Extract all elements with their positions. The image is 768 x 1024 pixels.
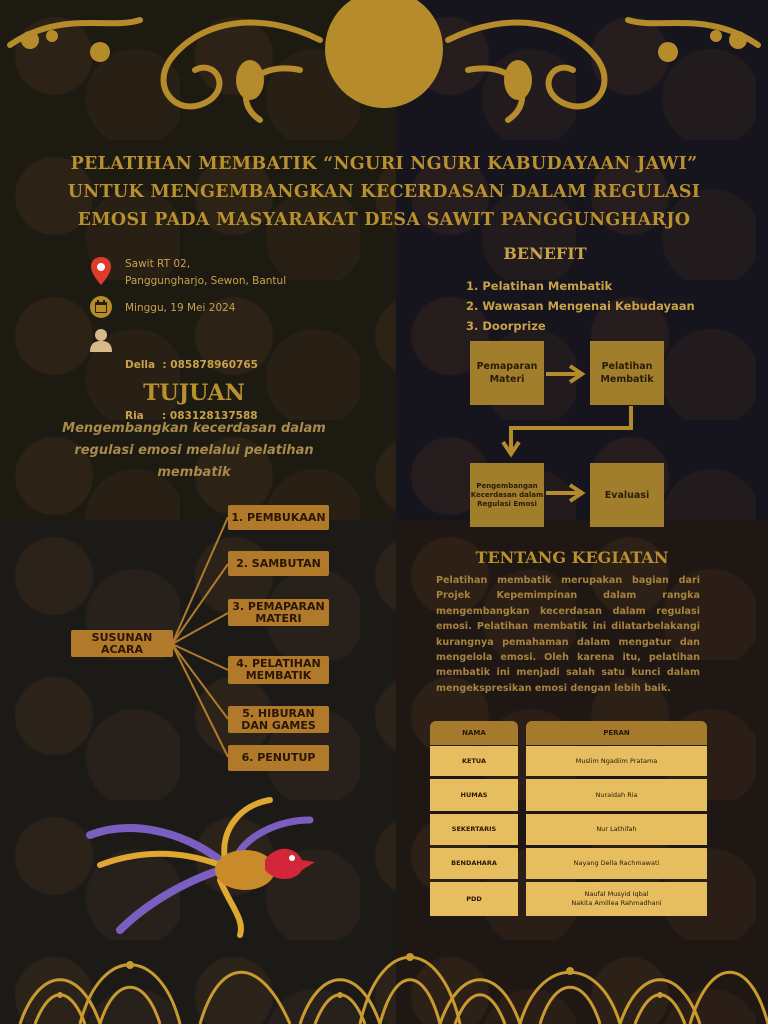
tentang-title: TENTANG KEGIATAN (475, 548, 669, 567)
contact-della: Della : 085878960765 (125, 359, 258, 371)
table-name-bendahara: Nayang Della Rachmawati (526, 848, 707, 879)
tujuan-text: Mengembangkan kecerdasan dalam regulasi emosi melalui pelatihan membatik (62, 421, 326, 480)
bottom-batik-ornament (0, 925, 768, 1024)
benefit-list (466, 276, 695, 336)
flow-box-pelatihan: Pelatihan Membatik (590, 341, 664, 405)
flow-box-pemaparan: Pemaparan Materi (470, 341, 544, 405)
flow-box-evaluasi: Evaluasi (590, 463, 664, 527)
susunan-item-penutup: 6. PENUTUP (228, 745, 329, 771)
table-name-sekertaris: Nur Lathifah (526, 814, 707, 845)
title-line-3: EMOSI PADA MASYARAKAT DESA SAWIT PANGGUNGHARJO (77, 210, 691, 230)
person-icon (90, 328, 112, 352)
table-role-humas: HUMAS (430, 779, 518, 811)
susunan-item-pembukaan: 1. PEMBUKAAN (228, 505, 329, 530)
table-role-pdd: PDD (430, 882, 518, 916)
susunan-item-hiburan: 5. HIBURAN DAN GAMES (228, 706, 329, 733)
table-name-ketua: Muslim Ngadiim Pratama (526, 746, 707, 776)
table-name-humas: Nuraidah Ria (526, 779, 707, 811)
table-header-nama: NAMA (430, 721, 518, 745)
title-line-1: PELATIHAN MEMBATIK “NGURI NGURI KABUDAYAAN JAWI” (70, 154, 698, 174)
benefit-item: 1. Pelatihan Membatik (466, 279, 613, 293)
calendar-icon (90, 296, 112, 318)
tentang-text: Pelatihan membatik merupakan bagian dari Projek Kepemimpinan dalam rangka mengembangkan kecerdasan dalam regulasi emosi. Pelatihan membatik ini dilatarbelakangi kurangnya pemahaman dalam mengatur dan mengelola emosi. Oleh karena itu, pelatihan membatik ini menjadi salah satu kunci dalam mengekspresikan emosi dengan lebih baik. (436, 575, 700, 694)
susunan-item-pemaparan: 3. PEMAPARAN MATERI (228, 599, 329, 626)
table-header-peran: PERAN (526, 721, 707, 745)
location-line-1: Sawit RT 02, (125, 258, 191, 270)
table-role-bendahara: BENDAHARA (430, 848, 518, 879)
benefit-item: 3. Doorprize (466, 319, 546, 333)
page-title (40, 150, 728, 234)
location-info (125, 256, 286, 290)
title-line-2: UNTUK MENGEMBANGKAN KECERDASAN DALAM REGULASI (67, 182, 701, 202)
susunan-acara-center: SUSUNAN ACARA (71, 630, 173, 657)
location-line-2: Panggungharjo, Sewon, Bantul (125, 275, 287, 287)
susunan-connectors (0, 500, 396, 790)
date-info: Minggu, 19 Mei 2024 (125, 302, 236, 314)
susunan-item-sambutan: 2. SAMBUTAN (228, 551, 329, 576)
contact-ria: Ria : 083128137588 (125, 410, 258, 422)
table-role-ketua: KETUA (430, 746, 518, 776)
flow-box-pengembangan: Pengembangan Kecerdasan dalam Regulasi Emosi (470, 463, 544, 527)
batik-bird-illustration (70, 790, 330, 940)
flow-arrows (396, 330, 768, 540)
table-role-sekertaris: SEKERTARIS (430, 814, 518, 845)
benefit-title: BENEFIT (503, 244, 587, 263)
benefit-item: 2. Wawasan Mengenai Kebudayaan (466, 299, 695, 313)
map-pin-icon (90, 256, 112, 286)
tujuan-title: TUJUAN (143, 380, 245, 406)
table-name-pdd: Naufal Musyid Iqbal Nakita Amillea Rahmadhani (526, 882, 707, 916)
susunan-item-pelatihan: 4. PELATIHAN MEMBATIK (228, 656, 329, 684)
